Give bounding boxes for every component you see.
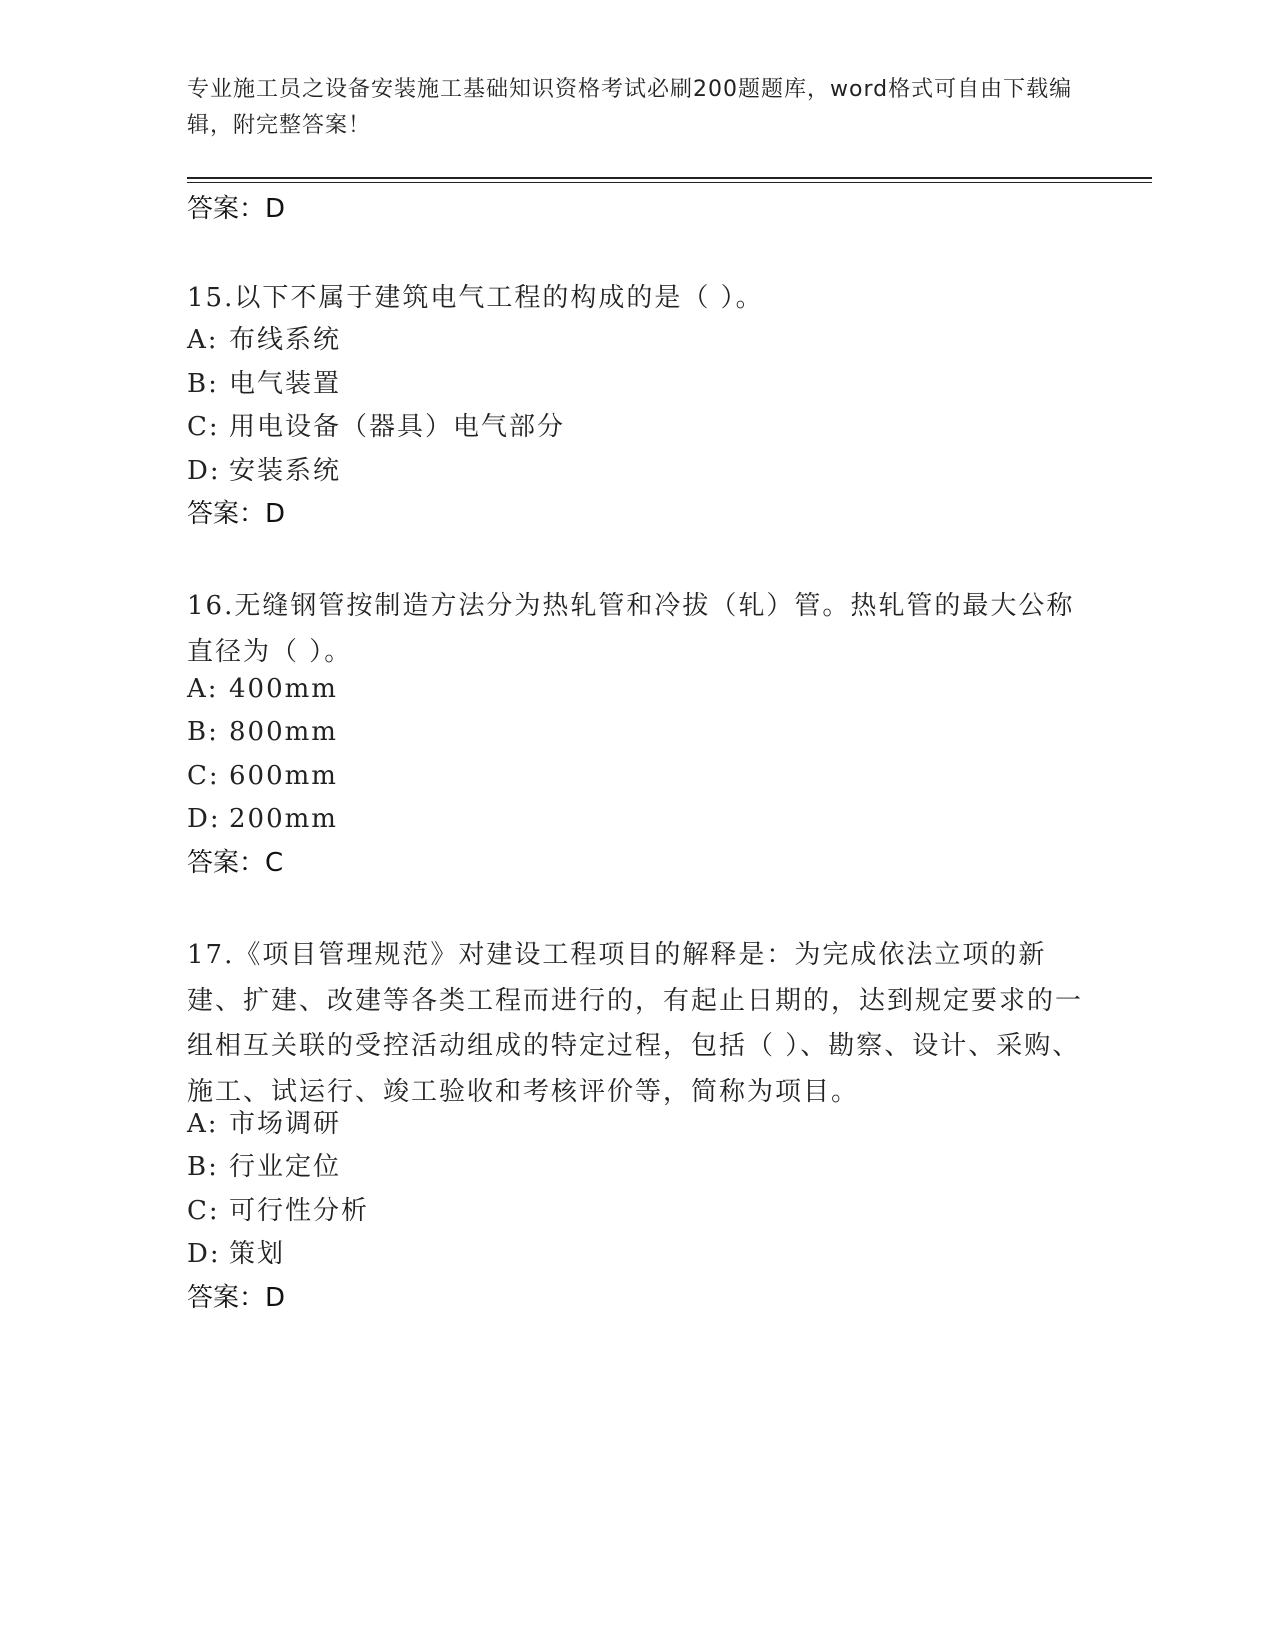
option-text: 400mm xyxy=(229,674,338,704)
answer-label: 答案： xyxy=(187,194,266,224)
question-15-stem: 15.以下不属于建筑电气工程的构成的是（ ）。 xyxy=(187,283,764,313)
option-text: 可行性分析 xyxy=(229,1196,370,1226)
question-17-stem: 17.《项目管理规范》对建设工程项目的解释是：为完成依法立项的新建、扩建、改建等各类工程而进行的，有起止日期的，达到规定要求的一组相互关联的受控活动组成的特定过程，包括（ ）、勘察、设计、采购、施工、试运行、竣工验收和考核评价等，简称为项目。 xyxy=(187,940,1084,1107)
question-17-option-a xyxy=(187,1107,341,1141)
option-text: 市场调研 xyxy=(229,1109,342,1139)
answer-value: D xyxy=(265,1283,286,1313)
option-key: C: xyxy=(187,761,220,791)
answer-value: C xyxy=(265,848,284,878)
option-key: D: xyxy=(187,456,221,486)
answer-label: 答案： xyxy=(187,848,266,878)
option-text: 200mm xyxy=(229,804,338,834)
option-key: B: xyxy=(187,369,219,399)
question-16-option-b xyxy=(187,715,338,749)
question-16-stem: 16.无缝钢管按制造方法分为热轧管和冷拔（轧）管。热轧管的最大公称直径为（ ）。 xyxy=(187,591,1075,667)
option-text: 策划 xyxy=(229,1239,286,1269)
question-17-option-c xyxy=(187,1194,369,1228)
option-key: D: xyxy=(187,1239,221,1269)
question-17-option-b xyxy=(187,1150,341,1184)
option-text: 电气装置 xyxy=(229,369,342,399)
question-15-option-c xyxy=(187,410,565,444)
question-15-option-b xyxy=(187,367,341,401)
question-16-answer xyxy=(187,846,283,880)
answer-label: 答案： xyxy=(187,499,266,529)
option-key: C: xyxy=(187,412,220,442)
option-key: C: xyxy=(187,1196,220,1226)
option-key: D: xyxy=(187,804,221,834)
question-17-answer xyxy=(187,1281,285,1315)
answer-line-prev xyxy=(187,192,285,226)
answer-value: D xyxy=(265,194,286,224)
question-15-option-d xyxy=(187,454,341,488)
question-16-option-d xyxy=(187,802,338,836)
option-text: 行业定位 xyxy=(229,1152,342,1182)
option-key: A: xyxy=(187,325,219,355)
option-text: 800mm xyxy=(229,717,338,747)
option-key: B: xyxy=(187,717,219,747)
header-divider-thin xyxy=(187,182,1152,183)
option-text: 安装系统 xyxy=(229,456,342,486)
question-16-option-c xyxy=(187,759,338,793)
answer-value: D xyxy=(265,499,286,529)
option-text: 600mm xyxy=(229,761,338,791)
option-key: A: xyxy=(187,1109,219,1139)
option-text: 用电设备（器具）电气部分 xyxy=(229,412,566,442)
option-text: 布线系统 xyxy=(229,325,342,355)
option-key: B: xyxy=(187,1152,219,1182)
option-key: A: xyxy=(187,674,219,704)
question-16-option-a xyxy=(187,672,338,706)
answer-label: 答案： xyxy=(187,1283,266,1313)
question-17-option-d xyxy=(187,1237,285,1271)
question-15-answer xyxy=(187,497,285,531)
question-15-option-a xyxy=(187,323,341,357)
header-divider-thick xyxy=(187,177,1152,179)
document-header: 专业施工员之设备安装施工基础知识资格考试必刷200题题库，word格式可自由下载编辑，附完整答案！ xyxy=(187,77,1073,138)
